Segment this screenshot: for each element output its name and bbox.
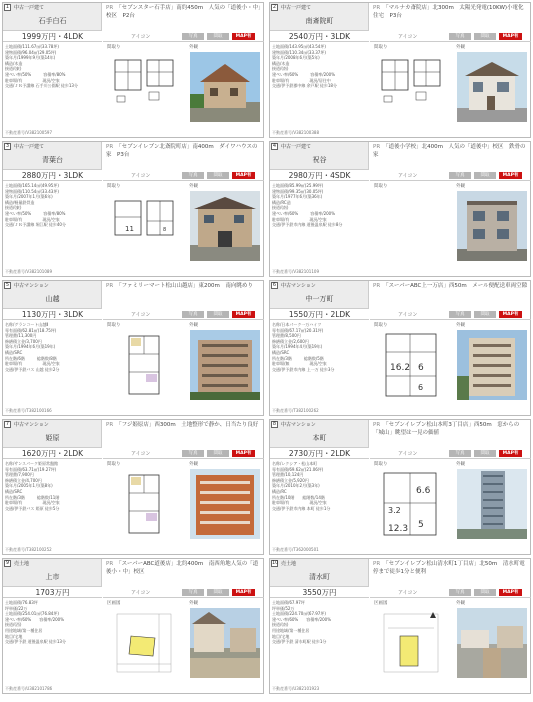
spec-line: 築年月/2005年1月(築8年)	[5, 483, 53, 489]
spec-line: 構造/軽量鉄骨造	[5, 199, 35, 205]
area-name: 上市	[45, 573, 60, 581]
spec-line: 交通/伊予鉄 道後温泉駅 徒歩13分	[5, 639, 66, 645]
spec-line: 名称/日本パーク一万ハイツ	[272, 322, 322, 327]
spec-list	[5, 44, 102, 89]
pr-copy: 「道後小学校」北400m 人気の「道後中」校区 鉄骨の家	[373, 144, 526, 158]
reference-number: 不動産番号/V382101089	[5, 269, 52, 274]
floorplan-button[interactable]: 間取	[207, 311, 229, 318]
button-row	[370, 309, 531, 320]
listing-card-2[interactable]	[269, 2, 531, 138]
listing-number: 3	[5, 143, 10, 149]
exterior-label: 外観	[456, 462, 465, 467]
exterior-label: 外観	[456, 45, 465, 50]
reference-number: 不動産番号/V382100388	[272, 130, 319, 135]
listing-card-7[interactable]	[2, 419, 264, 555]
spec-line: 所在階/10階 総階数/14階	[272, 494, 325, 500]
spec-line: 接道/(南)	[272, 66, 289, 72]
pr-tag: PR	[106, 283, 114, 289]
plan-label: 間取り	[374, 45, 388, 50]
floorplan-image[interactable]	[378, 608, 444, 678]
spec-line: 地目/宅地	[5, 633, 23, 639]
spec-line: 構造/木造	[5, 60, 23, 66]
spec-line: 専有面積/69.62㎡(21.06坪)	[272, 466, 324, 472]
pr-tag: PR	[373, 144, 381, 150]
pr-text	[106, 421, 262, 447]
property-type: 中古マンション	[14, 283, 49, 289]
button-row	[103, 31, 264, 42]
pr-text	[373, 143, 529, 169]
reference-number: 不動産番号/T362000501	[272, 547, 319, 552]
map-button[interactable]: MAP有	[499, 33, 522, 40]
pr-tag: PR	[106, 144, 114, 150]
pr-copy: 「マルナカ斎院店」北300m 太陽光発電(10KW)小電化住宅 P3台	[373, 5, 524, 19]
spec-list	[272, 600, 369, 645]
floorplan-image[interactable]	[111, 330, 177, 400]
pr-text	[373, 421, 529, 447]
property-type: 中古一戸建て	[14, 144, 45, 150]
exterior-photo[interactable]	[457, 608, 527, 678]
spec-list	[5, 600, 102, 645]
area-name: 祝谷	[312, 156, 327, 164]
floorplan-button[interactable]: 間取	[474, 589, 496, 596]
spec-list	[5, 183, 102, 228]
property-type: 中古一戸建て	[281, 144, 312, 150]
listing-number: 5	[5, 282, 10, 288]
spec-line: 建物面積/110.34㎡(33.37坪)	[272, 49, 326, 55]
reference-number: 不動産番号/U382101923	[272, 686, 320, 691]
price-layout: 1999万円・4LDK	[3, 31, 102, 42]
spec-line: 接道/(東)	[5, 66, 22, 72]
listing-card-3[interactable]	[2, 141, 264, 277]
spec-line: 管理費/11,300円	[5, 333, 37, 339]
spec-line: 築年月/1977年6月(築36年)	[272, 194, 323, 200]
spec-line: 坪単価/52万	[272, 605, 295, 611]
pr-tag: PR	[106, 561, 114, 567]
spec-line: 建ぺい率/60% 容積率/200%	[272, 616, 332, 622]
svg-text:5: 5	[418, 520, 424, 530]
listing-header	[3, 3, 102, 31]
floorplan-image[interactable]	[111, 191, 177, 261]
exterior-label: 外観	[189, 323, 198, 328]
exterior-label: 外観	[456, 323, 465, 328]
pr-text	[106, 143, 262, 169]
listing-header	[270, 420, 369, 448]
floorplan-button[interactable]: 間取	[474, 450, 496, 457]
pr-tag: PR	[106, 5, 114, 11]
listing-number: 4	[272, 143, 277, 149]
listing-card-4[interactable]	[269, 141, 531, 277]
spec-line: 修繕積立金/3,700円	[5, 338, 42, 344]
listing-header	[3, 420, 102, 448]
pr-copy: 「セブンイレブン松山清水町1丁目店」北50m 清水町電停まで徒歩1分と便利	[373, 561, 525, 575]
pr-copy: 「フジ姫原店」西300m 土地整形で静か、日当たり良好	[116, 422, 259, 428]
listing-number: 10	[272, 560, 279, 566]
spec-line: 建物面積/110.54㎡(33.43坪)	[5, 188, 59, 194]
icon-label: アイコン	[131, 590, 151, 596]
listing-header	[270, 281, 369, 309]
spec-line: 土地面積/76.83坪	[5, 600, 38, 605]
exterior-label: 外観	[189, 462, 198, 467]
spec-list	[5, 461, 102, 511]
listing-header	[3, 559, 102, 587]
reference-number: 不動産番号/T382100262	[272, 408, 319, 413]
icon-label: アイコン	[398, 451, 418, 457]
spec-line: 名称/グランコート山越Ⅱ	[5, 322, 49, 327]
area-name: 本町	[312, 434, 327, 442]
spec-line: 修繕積立金/5,920円	[272, 477, 309, 483]
area-name: 青葉台	[42, 156, 63, 164]
spec-line: 名称/サンスパーク姫原常盤館	[5, 461, 59, 466]
spec-line: 築年月/1994年4月(築19年)	[272, 344, 323, 350]
floorplan-button[interactable]: 間取	[207, 172, 229, 179]
spec-line: 交通/ＪＲ予讃線 堀江駅 徒歩40分	[5, 222, 66, 228]
floorplan-image[interactable]	[378, 52, 444, 122]
exterior-photo[interactable]	[190, 608, 260, 678]
exterior-photo[interactable]	[457, 52, 527, 122]
spec-list	[272, 461, 369, 511]
exterior-label: 外観	[456, 184, 465, 189]
spec-line: 接道/(東)	[5, 205, 22, 211]
svg-text:3.2: 3.2	[388, 506, 401, 515]
photo-button[interactable]: 写真	[449, 311, 471, 318]
floorplan-image[interactable]	[378, 330, 444, 400]
spec-line: 専有面積/63.71㎡(19.27坪)	[5, 466, 57, 472]
spec-line: 専有面積/62.81㎡(18.75坪)	[5, 327, 57, 333]
listing-card-9[interactable]	[2, 558, 264, 694]
spec-line: 駐車場/有 現況/空家	[5, 500, 60, 506]
exterior-photo[interactable]	[457, 469, 527, 539]
icon-label: アイコン	[131, 312, 151, 318]
svg-text:11: 11	[125, 225, 134, 233]
plan-label: 間取り	[107, 462, 121, 467]
listing-card-6[interactable]	[269, 280, 531, 416]
floorplan-button[interactable]: 間取	[474, 311, 496, 318]
svg-text:6: 6	[418, 383, 424, 392]
spec-line: 専有面積/67.17㎡(20.31坪)	[272, 327, 324, 333]
photo-button[interactable]: 写真	[182, 589, 204, 596]
map-button[interactable]: MAP有	[499, 450, 522, 457]
exterior-label: 外観	[189, 45, 198, 50]
price-layout: 2540万円・3LDK	[270, 31, 369, 42]
pr-tag: PR	[373, 422, 381, 428]
plan-label: 間取り	[107, 323, 121, 328]
svg-text:16.2: 16.2	[390, 363, 411, 373]
exterior-photo[interactable]	[190, 469, 260, 539]
listing-number: 7	[5, 421, 10, 427]
spec-line: 接道/(南)	[272, 622, 289, 628]
spec-line: 交通/伊予鉄 清水町駅 徒歩1分	[272, 639, 327, 645]
spec-line: 所在階/6階 総階数/8階	[5, 355, 57, 361]
button-row	[103, 587, 264, 598]
map-button[interactable]: MAP有	[499, 589, 522, 596]
photo-button[interactable]: 写真	[182, 311, 204, 318]
property-type: 売土地	[14, 561, 30, 567]
spec-line: 築年月/2010年2月(築3年)	[272, 483, 320, 489]
exterior-photo[interactable]	[190, 330, 260, 400]
spec-line: 建ぺい率/50% 容積率/80%	[5, 210, 66, 216]
spec-line: 管理費/8,500円	[272, 333, 301, 339]
spec-line: 築年月/1999年9月(築14年)	[5, 55, 56, 61]
icon-label: アイコン	[131, 34, 151, 40]
plan-label: 区画図	[374, 601, 388, 606]
floorplan-image[interactable]	[111, 608, 177, 678]
spec-line: 土地面積/67.97坪	[272, 600, 305, 605]
map-button[interactable]: MAP有	[499, 172, 522, 179]
spec-line: 構造/SRC	[5, 488, 23, 494]
spec-line: 土地面積/254.01㎡(76.84坪)	[5, 611, 59, 617]
photo-button[interactable]: 写真	[182, 450, 204, 457]
price-layout: 3550万円	[270, 587, 369, 598]
floorplan-button[interactable]: 間取	[207, 589, 229, 596]
spec-line: 駐車場/有 現況/空家	[5, 216, 60, 222]
pr-tag: PR	[373, 561, 381, 567]
reference-number: 不動産番号/V382100597	[5, 130, 52, 135]
spec-line: 地目/宅地	[272, 633, 290, 639]
icon-label: アイコン	[398, 34, 418, 40]
price-layout: 1620万円・2LDK	[3, 448, 102, 459]
reference-number: 不動産番号/T382100252	[5, 547, 52, 552]
floorplan-image[interactable]	[378, 469, 444, 539]
listing-header	[3, 281, 102, 309]
spec-line: 交通/ＪＲ予讃線 石手川公園駅 徒歩13分	[5, 83, 78, 89]
exterior-photo[interactable]	[457, 191, 527, 261]
spec-list	[272, 322, 369, 372]
floorplan-button[interactable]: 間取	[207, 450, 229, 457]
svg-text:12.3: 12.3	[388, 524, 409, 534]
floorplan-image[interactable]	[111, 52, 177, 122]
property-type: 中古マンション	[14, 422, 49, 428]
spec-line: 築年月/1994年6月(築19年)	[5, 344, 56, 350]
spec-line: 名称/レクシア・松山本町	[272, 461, 318, 466]
price-layout: 2880万円・3LDK	[3, 170, 102, 181]
area-name: 南斎院町	[305, 17, 334, 25]
svg-text:8: 8	[163, 227, 167, 233]
button-row	[103, 170, 264, 181]
svg-text:6: 6	[418, 363, 424, 373]
spec-line: 管理費/10,124円	[272, 472, 304, 478]
listing-card-5[interactable]	[2, 280, 264, 416]
listing-number: 6	[272, 282, 277, 288]
pr-copy: 「スーパーABC上一万店」西50m メール便配送車両空隙	[383, 283, 528, 289]
plan-label: 間取り	[374, 323, 388, 328]
spec-line: 交通/伊予鉄市内線 上一万 徒歩3分	[272, 366, 335, 372]
spec-line: 建ぺい率/60% 容積率/200%	[272, 210, 336, 216]
property-type: 中古マンション	[281, 422, 316, 428]
listing-header	[3, 142, 102, 170]
button-row	[103, 309, 264, 320]
pr-text	[106, 282, 262, 308]
area-name: 山越	[45, 295, 60, 303]
listing-card-8[interactable]	[269, 419, 531, 555]
plan-label: 間取り	[107, 45, 121, 50]
area-name: 中一万町	[305, 295, 334, 303]
spec-list	[272, 183, 369, 228]
photo-button[interactable]: 写真	[449, 172, 471, 179]
icon-label: アイコン	[398, 312, 418, 318]
icon-label: アイコン	[131, 173, 151, 179]
spec-line: 駐車場/有 現況/空家	[272, 216, 327, 222]
price-layout: 2730万円・2LDK	[270, 448, 369, 459]
plan-label: 間取り	[374, 184, 388, 189]
spec-line: 構造/SRC	[272, 349, 290, 355]
spec-line: 建ぺい率/60% 容積率/200%	[5, 616, 65, 622]
plan-label: 間取り	[107, 184, 121, 189]
spec-line: 土地面積/143.95㎡(43.54坪)	[272, 44, 326, 49]
map-button[interactable]: MAP有	[499, 311, 522, 318]
button-row	[370, 31, 531, 42]
spec-line: 交通/伊予鉄郡中線 余戸駅 徒歩18分	[272, 83, 337, 89]
spec-line: 土地面積/224.70㎡(67.97坪)	[272, 611, 326, 617]
spec-line: 修繕積立金/4,700円	[5, 477, 42, 483]
floorplan-button[interactable]: 間取	[474, 33, 496, 40]
spec-line: 駐車場/有 現況/居住中	[272, 77, 331, 83]
map-button[interactable]: MAP有	[232, 450, 255, 457]
spec-line: 土地面積/111.67㎡(33.78坪)	[5, 44, 59, 49]
listing-card-1[interactable]	[2, 2, 264, 138]
icon-label: アイコン	[398, 173, 418, 179]
photo-button[interactable]: 写真	[449, 589, 471, 596]
photo-button[interactable]: 写真	[182, 172, 204, 179]
spec-line: 土地面積/85.99㎡(25.99坪)	[272, 183, 324, 188]
spec-list	[272, 44, 369, 89]
photo-button[interactable]: 写真	[449, 450, 471, 457]
exterior-photo[interactable]	[190, 191, 260, 261]
svg-text:6.6: 6.6	[416, 486, 431, 496]
spec-line: 築年月/2008年6月(築5年)	[272, 55, 320, 61]
map-button[interactable]: MAP有	[232, 311, 255, 318]
pr-text	[373, 560, 529, 586]
plan-label: 間取り	[374, 462, 388, 467]
photo-button[interactable]: 写真	[449, 33, 471, 40]
floorplan-button[interactable]: 間取	[207, 33, 229, 40]
pr-text	[106, 4, 262, 30]
area-name: 姫原	[45, 434, 60, 442]
listing-number: 9	[5, 560, 10, 566]
spec-line: 交通/伊予鉄バス 山越 徒歩2分	[5, 366, 60, 372]
floorplan-button[interactable]: 間取	[474, 172, 496, 179]
icon-label: アイコン	[398, 590, 418, 596]
area-name: 石手白石	[38, 17, 67, 25]
pr-tag: PR	[373, 5, 381, 11]
button-row	[370, 170, 531, 181]
price-layout: 1550万円・2LDK	[270, 309, 369, 320]
pr-text	[106, 560, 262, 586]
spec-line: 構造/木造	[272, 60, 290, 66]
listing-number: 1	[5, 4, 10, 10]
spec-line: 所在階/3階 総階数/11階	[5, 494, 60, 500]
area-name: 清水町	[309, 573, 330, 581]
listing-card-10[interactable]	[269, 558, 531, 694]
pr-copy: 「スーパーABC道後店」北約400m 南西角地人気の「道後小・中」校区	[106, 561, 259, 575]
plan-label: 区画図	[107, 601, 121, 606]
button-row	[370, 448, 531, 459]
spec-line: 建ぺい率/50% 容積率/80%	[5, 71, 66, 77]
spec-line: 交通/伊予鉄市内線 道後温泉駅 徒歩8分	[272, 222, 343, 228]
spec-line: 駐車場/無 現況/空家	[272, 361, 327, 367]
property-type: 中古マンション	[281, 283, 316, 289]
spec-line: 交通/伊予鉄市内線 本町 徒歩1分	[272, 505, 331, 511]
icon-label: アイコン	[131, 451, 151, 457]
spec-line: 用途地域/第一種住居	[5, 627, 43, 633]
spec-line: 土地面積/165.14㎡(49.95坪)	[5, 183, 59, 188]
spec-line: 駐車場/有 現況/空家	[5, 77, 60, 83]
pr-copy: 「ファミリーマート松山山越店」東200m 南向眺めり	[116, 283, 253, 289]
pr-tag: PR	[373, 283, 381, 289]
pr-copy: 「セブンスター石手店」南約450m 人気の「道後小・中」校区 P2台	[106, 5, 261, 19]
spec-line: 駐車場/有 現況/空家	[272, 500, 327, 506]
spec-line: 用途地域/第一種住居	[272, 627, 310, 633]
exterior-label: 外観	[189, 184, 198, 189]
pr-tag: PR	[106, 422, 114, 428]
spec-list	[5, 322, 102, 372]
price-layout: 1130万円・3LDK	[3, 309, 102, 320]
map-button[interactable]: MAP有	[232, 589, 255, 596]
listing-header	[270, 559, 369, 587]
exterior-label: 外観	[189, 601, 198, 606]
reference-number: 不動産番号/U382101786	[5, 686, 53, 691]
property-type: 中古一戸建て	[14, 5, 45, 11]
reference-number: 不動産番号/T382100166	[5, 408, 52, 413]
spec-line: 建物面積/96.04㎡(29.05坪)	[5, 49, 57, 55]
floorplan-image[interactable]	[111, 469, 177, 539]
property-type: 売土地	[281, 561, 297, 567]
price-layout: 1703万円	[3, 587, 102, 598]
listing-number: 8	[272, 421, 277, 427]
spec-line: 構造/SRC	[5, 349, 23, 355]
exterior-label: 外観	[456, 601, 465, 606]
listing-header	[270, 3, 369, 31]
spec-line: 所在階/3階 総階数/5階	[272, 355, 324, 361]
button-row	[370, 587, 531, 598]
spec-line: 管理費/7,900円	[5, 472, 34, 478]
floorplan-image[interactable]	[378, 191, 444, 261]
spec-line: 駐車場/有 現況/空家	[5, 361, 60, 367]
listing-number: 2	[272, 4, 277, 10]
spec-line: 修繕積立金/2,600円	[272, 338, 309, 344]
spec-line: 構造/RC	[272, 488, 287, 494]
pr-text	[373, 282, 529, 308]
listing-header	[270, 142, 369, 170]
photo-button[interactable]: 写真	[182, 33, 204, 40]
reference-number: 不動産番号/V382101109	[272, 269, 319, 274]
price-layout: 2980万円・4SDK	[270, 170, 369, 181]
spec-line: 建ぺい率/60% 容積率/200%	[272, 71, 336, 77]
map-button[interactable]: MAP有	[232, 33, 255, 40]
property-type: 中古一戸建て	[281, 5, 312, 11]
spec-line: 接道/(西)	[5, 622, 22, 628]
exterior-photo[interactable]	[457, 330, 527, 400]
spec-line: 建物面積/99.35㎡(30.05坪)	[272, 188, 324, 194]
pr-text	[373, 4, 529, 30]
spec-line: 接道/(南)	[272, 205, 289, 211]
map-button[interactable]: MAP有	[232, 172, 255, 179]
spec-line: 築年月/2007年1月(築6年)	[5, 194, 53, 200]
exterior-photo[interactable]	[190, 52, 260, 122]
button-row	[103, 448, 264, 459]
spec-line: 構造/RC造	[272, 199, 291, 205]
pr-copy: 「セブンイレブン北斎院町店」南400m ダイワハウスの家 P3台	[106, 144, 258, 158]
pr-copy: 「セブンイレブン松山本町3丁目店」西50m 窓からの「城山」眺望は一見の価値	[373, 422, 520, 436]
spec-line: 交通/伊予鉄バス 姫原 徒歩5分	[5, 505, 60, 511]
spec-line: 坪単価/22万	[5, 605, 28, 611]
